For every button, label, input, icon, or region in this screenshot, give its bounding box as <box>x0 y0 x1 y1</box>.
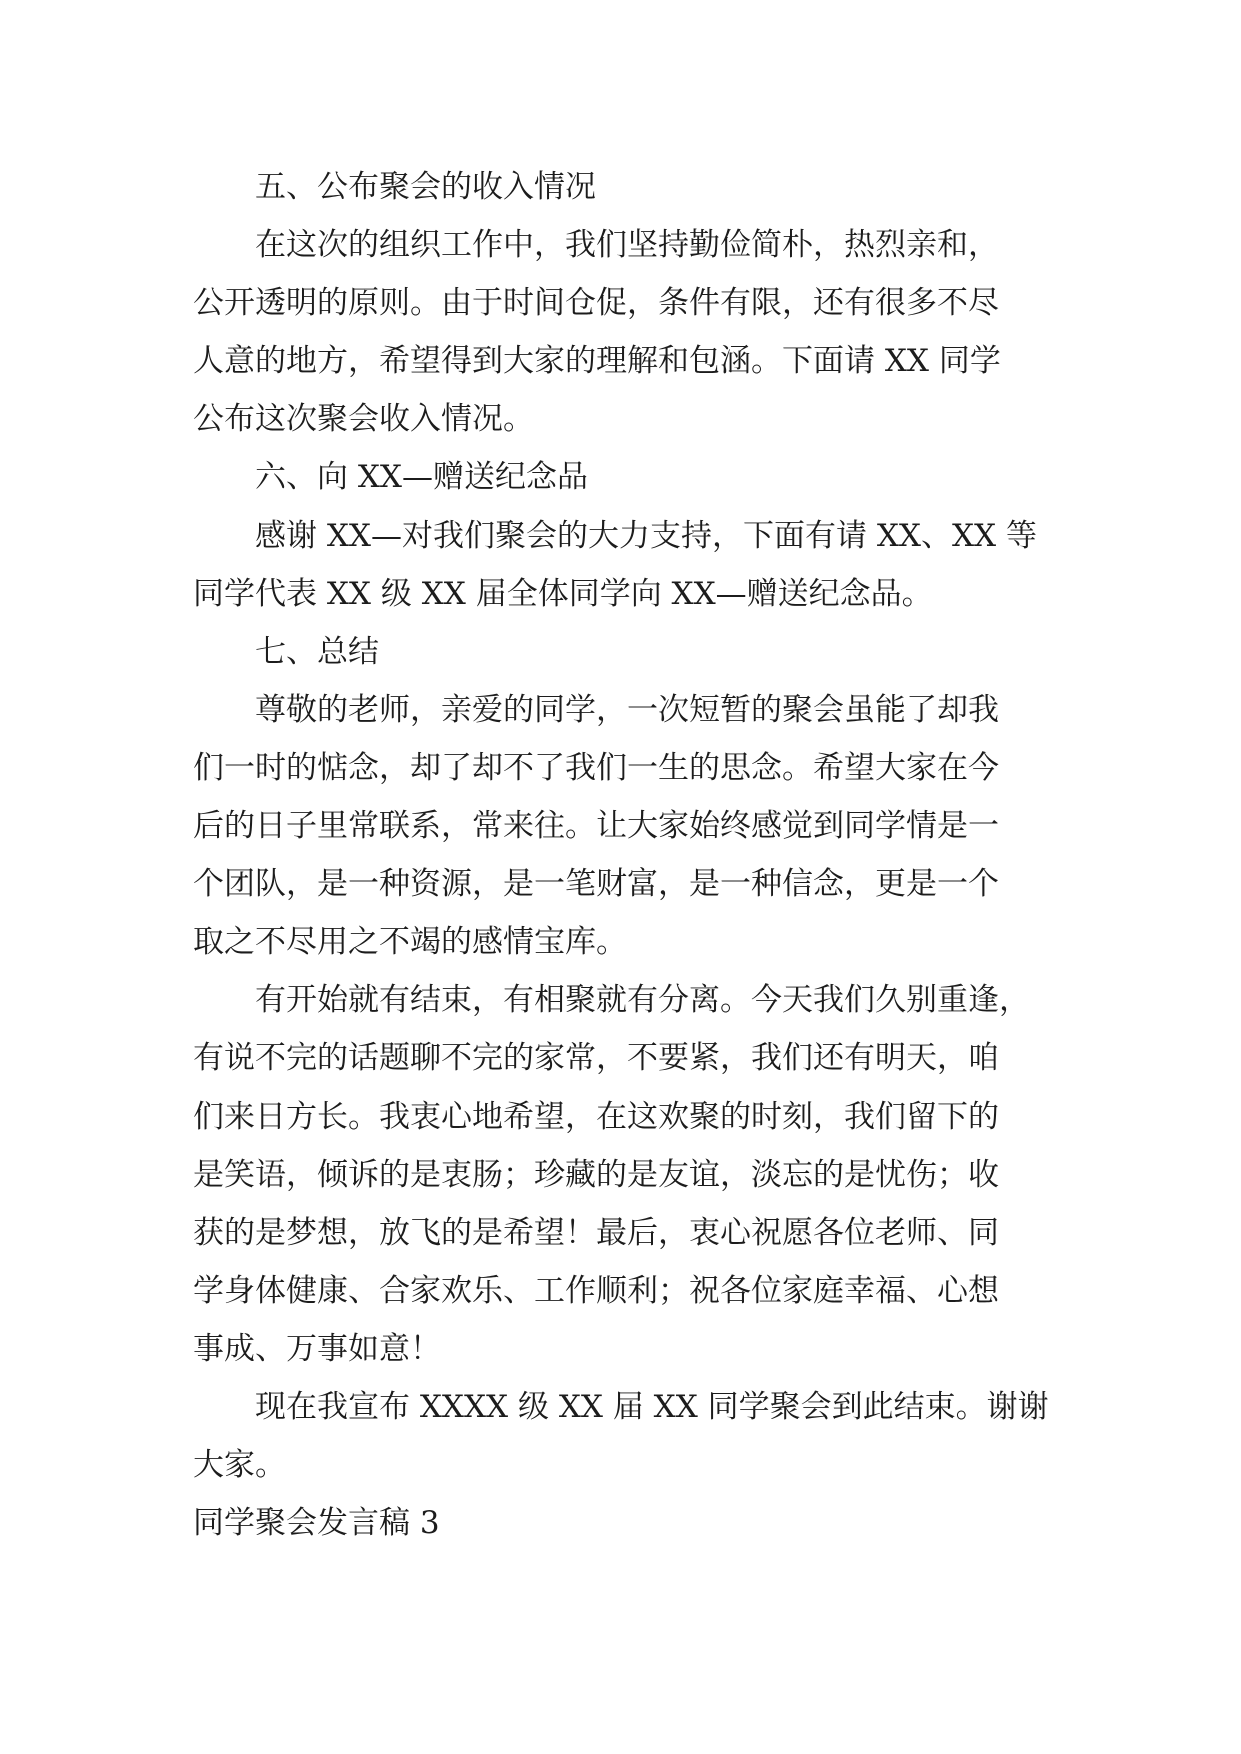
paragraph-line: 同学代表 XX 级 XX 届全体同学向 XX—赠送纪念品。 <box>193 575 933 612</box>
paragraph-line: 公开透明的原则。由于时间仓促，条件有限，还有很多不尽 <box>193 285 999 322</box>
paragraph-line: 们一时的惦念，却了却不了我们一生的思念。希望大家在今 <box>193 749 999 786</box>
paragraph-line: 取之不尽用之不竭的感情宝库。 <box>193 924 627 961</box>
paragraph-line: 尊敬的老师，亲爱的同学，一次短暂的聚会虽能了却我 <box>255 691 999 728</box>
paragraph-line: 后的日子里常联系，常来往。让大家始终感觉到同学情是一 <box>193 808 999 845</box>
section-heading-7: 七、总结 <box>255 633 379 670</box>
paragraph-line: 现在我宣布 XXXX 级 XX 届 XX 同学聚会到此结束。谢谢 <box>255 1388 1049 1425</box>
document-body <box>193 158 1053 1552</box>
paragraph-line: 公布这次聚会收入情况。 <box>193 401 534 438</box>
next-section-title: 同学聚会发言稿 3 <box>193 1505 440 1542</box>
section-heading-6: 六、向 XX—赠送纪念品 <box>255 459 588 496</box>
paragraph-line: 感谢 XX—对我们聚会的大力支持，下面有请 XX、XX 等 <box>255 517 1037 554</box>
paragraph-line: 有开始就有结束，有相聚就有分离。今天我们久别重逢， <box>255 982 1030 1019</box>
paragraph-line: 们来日方长。我衷心地希望，在这欢聚的时刻，我们留下的 <box>193 1098 999 1135</box>
paragraph-line: 人意的地方，希望得到大家的理解和包涵。下面请 XX 同学 <box>193 343 1001 380</box>
paragraph-line: 在这次的组织工作中，我们坚持勤俭简朴，热烈亲和， <box>255 227 999 264</box>
paragraph-line: 大家。 <box>193 1447 286 1484</box>
section-heading-5: 五、公布聚会的收入情况 <box>255 169 596 205</box>
paragraph-line: 学身体健康、合家欢乐、工作顺利；祝各位家庭幸福、心想 <box>193 1272 999 1309</box>
paragraph-line: 获的是梦想，放飞的是希望！最后，衷心祝愿各位老师、同 <box>193 1214 999 1251</box>
paragraph-line: 是笑语，倾诉的是衷肠；珍藏的是友谊，淡忘的是忧伤；收 <box>193 1156 999 1193</box>
paragraph-line: 事成、万事如意！ <box>193 1330 441 1367</box>
paragraph-line: 有说不完的话题聊不完的家常，不要紧，我们还有明天，咱 <box>193 1040 999 1077</box>
paragraph-line: 个团队，是一种资源，是一笔财富，是一种信念，更是一个 <box>193 866 999 903</box>
